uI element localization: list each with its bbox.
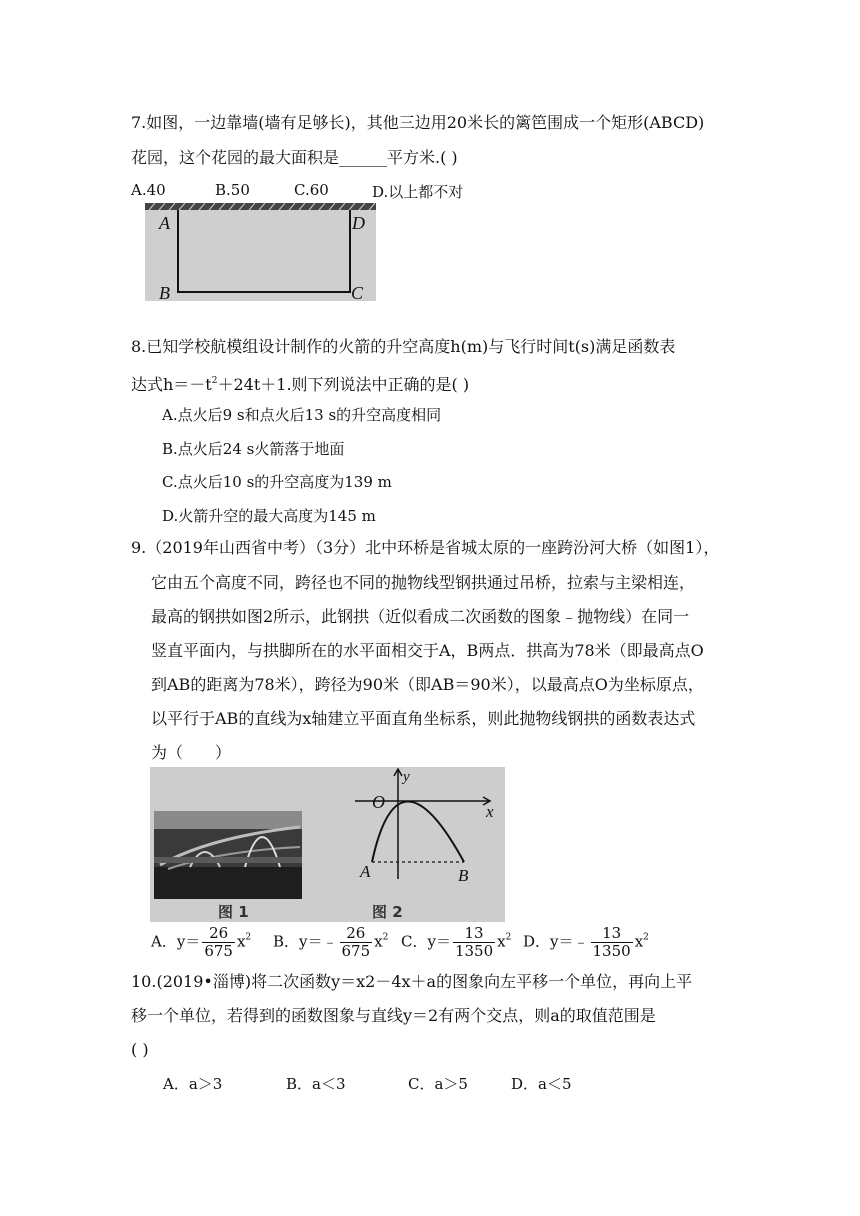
q9-choice-c — [401, 925, 511, 960]
q9-choice-d — [523, 925, 649, 960]
q10-line2: 移一个单位，若得到的函数图象与直线y＝2有两个交点，则a的取值范围是 — [131, 1006, 656, 1025]
q8-expr-pre: 达式h＝－t — [131, 375, 212, 394]
denominator: 675 — [204, 942, 233, 960]
choice-prefix: D．y＝﹣ — [523, 932, 589, 951]
q9-line6: 以平行于AB的直线为x轴建立平面直角坐标系，则此抛物线钢拱的函数表达式 — [151, 709, 696, 728]
q10-option-b: B．a＜3 — [286, 1075, 346, 1093]
origin-label: O — [372, 792, 385, 812]
q7-line1: 7.如图，一边靠墙(墙有足够长)，其他三边用20米长的篱笆围成一个矩形(ABCD) — [131, 113, 705, 132]
q7-option-b: B.50 — [215, 181, 250, 199]
point-a-label: A — [360, 862, 371, 881]
q7-line2: 花园，这个花园的最大面积是______平方米.( ) — [131, 148, 458, 167]
q9-line4: 竖直平面内，与拱脚所在的水平面相交于A，B两点．拱高为78米（即最高点O — [151, 641, 704, 660]
variable: x — [497, 932, 506, 951]
q8-option-c: C.点火后10 s的升空高度为139 m — [162, 473, 392, 491]
numerator: 26 — [340, 925, 373, 943]
variable: x — [374, 932, 383, 951]
q9-line3: 最高的钢拱如图2所示，此钢拱（近似看成二次函数的图象﹣抛物线）在同一 — [151, 607, 690, 626]
choice-prefix: A．y＝ — [151, 932, 201, 951]
numerator: 26 — [202, 925, 235, 943]
exponent: 2 — [245, 932, 252, 943]
q7-garden-figure — [145, 203, 376, 301]
exponent: 2 — [643, 932, 649, 943]
q8-expr-post: ＋24t＋1.则下列说法中正确的是( ) — [217, 375, 470, 394]
choice-prefix: B．y＝﹣ — [273, 932, 338, 951]
q7-option-a: A.40 — [131, 181, 166, 199]
bridge-photo — [154, 811, 302, 899]
q10-line1: 10.(2019•淄博)将二次函数y＝x2－4x＋a的图象向左平移一个单位，再向上平 — [131, 972, 693, 991]
denominator: 1350 — [454, 942, 494, 960]
q8-line2 — [131, 371, 469, 395]
exponent: 2 — [382, 932, 389, 943]
fraction — [591, 925, 633, 960]
fraction — [340, 925, 373, 960]
choice-prefix: C．y＝ — [401, 932, 451, 951]
fraction — [202, 925, 235, 960]
exponent: 2 — [505, 932, 512, 943]
q10-line3: ( ) — [131, 1040, 149, 1059]
numerator: 13 — [453, 925, 495, 943]
q9-choice-b — [273, 925, 388, 960]
q9-line5: 到AB的距离为78米），跨径为90米（即AB＝90米），以最高点O为坐标原点， — [151, 675, 704, 694]
x-axis-label: x — [486, 802, 494, 821]
variable: x — [634, 932, 644, 951]
vertex-a-label: A — [159, 213, 170, 233]
q8-option-d: D.火箭升空的最大高度为145 m — [162, 507, 376, 525]
figure-1-caption: 图 1 — [218, 903, 249, 921]
y-axis-label: y — [403, 769, 410, 785]
q9-line1: 9.（2019年山西省中考）（3分）北中环桥是省城太原的一座跨汾河大桥（如图1）， — [131, 538, 720, 557]
variable: x — [236, 932, 246, 951]
vertex-d-label: D — [352, 213, 365, 233]
point-b-label: B — [458, 866, 469, 885]
numerator: 13 — [591, 925, 633, 943]
figure-2-caption: 图 2 — [372, 903, 403, 921]
q8-line1: 8.已知学校航模组设计制作的火箭的升空高度h(m)与飞行时间t(s)满足函数表 — [131, 337, 676, 356]
q9-line7: 为（ ） — [151, 743, 232, 762]
q10-option-d: D．a＜5 — [511, 1075, 572, 1093]
q8-option-a: A.点火后9 s和点火后13 s的升空高度相同 — [162, 406, 442, 424]
q10-option-c: C．a＞5 — [408, 1075, 468, 1093]
vertex-b-label: B — [159, 283, 170, 301]
q9-choice-a — [151, 925, 251, 960]
q9-line2: 它由五个高度不同，跨径也不同的抛物线型钢拱通过吊桥，拉索与主梁相连， — [151, 573, 696, 592]
denominator: 1350 — [592, 942, 631, 960]
q10-option-a: A．a＞3 — [163, 1075, 223, 1093]
q7-option-d: D.以上都不对 — [372, 183, 464, 201]
denominator: 675 — [341, 942, 371, 960]
fraction — [453, 925, 495, 960]
q8-expr-exponent: 2 — [211, 376, 218, 386]
vertex-c-label: C — [351, 283, 364, 301]
q8-option-b: B.点火后24 s火箭落于地面 — [162, 440, 345, 458]
q9-bridge-figure — [150, 767, 505, 922]
q7-option-c: C.60 — [294, 181, 329, 199]
